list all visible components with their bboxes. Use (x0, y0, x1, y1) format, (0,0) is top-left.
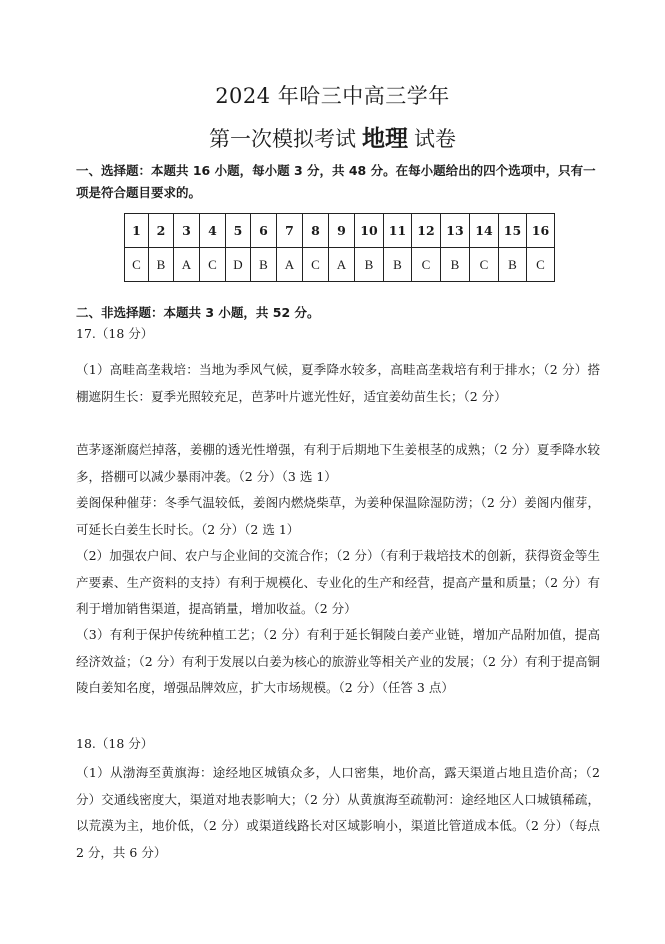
question-number-cell: 16 (527, 214, 555, 248)
question-number-cell: 8 (303, 214, 329, 248)
answer-letter-cell: A (329, 248, 355, 282)
answer-letter-cell: A (277, 248, 303, 282)
answer-letter-row (125, 248, 555, 282)
question18-title: 18.（18 分） (76, 736, 154, 751)
exam-title: 2024 年哈三中高三学年 (215, 84, 450, 108)
subtitle-suffix: 试卷 (414, 127, 456, 151)
question-number-row (125, 214, 555, 248)
answer-letter-cell: C (200, 248, 226, 282)
question-number-cell: 3 (174, 214, 200, 248)
answer-table (124, 213, 555, 282)
question-number-cell: 6 (251, 214, 277, 248)
answer-letter-cell: C (412, 248, 441, 282)
question-number-cell: 10 (355, 214, 384, 248)
question17-title: 17.（18 分） (76, 326, 154, 341)
question-number-cell: 5 (226, 214, 251, 248)
q18-part1-text: （1）从渤海至黄旗海：途经地区城镇众多，人口密集，地价高，露天渠道占地且造价高；（2 分）交通线密度大，渠道对地表影响大；（2 分）从黄旗海至疏勒河：途经地区人口城镇稀疏，以荒漠为主，地价低，（2 分）或渠道线路长对区域影响小，渠道比管道成本低。（2 分）（每点 2 分，共 6 分） (76, 765, 600, 860)
answer-letter-cell: C (125, 248, 149, 282)
question-number-cell: 11 (384, 214, 412, 248)
answer-letter-cell: B (149, 248, 174, 282)
question-number-cell: 12 (412, 214, 441, 248)
answer-letter-cell: B (384, 248, 412, 282)
question-number-cell: 14 (470, 214, 499, 248)
answer-letter-cell: C (527, 248, 555, 282)
section1-heading: 一、选择题：本题共 16 小题，每小题 3 分，共 48 分。在每小题给出的四个选项中，只有一项是符合题目要求的。 (76, 163, 596, 200)
question-number-cell: 1 (125, 214, 149, 248)
q17-part3-text: （3）有利于保护传统种植工艺；（2 分）有利于延长铜陵白姜产业链，增加产品附加值，提高经济效益；（2 分）有利于发展以白姜为核心的旅游业等相关产业的发展；（2 分）有利于提高铜陵白姜知名度，增强品牌效应，扩大市场规模。（2 分）（任答 3 点） (76, 627, 600, 695)
question-number-cell: 7 (277, 214, 303, 248)
question-number-cell: 9 (329, 214, 355, 248)
q17-part2-text: （2）加强农户间、农户与企业间的交流合作；（2 分）（有利于栽培技术的创新，获得资金等生产要素、生产资料的支持）有利于规模化、专业化的生产和经营，提高产量和质量；（2 分）有利于增加销售渠道，提高销量，增加收益。（2 分） (76, 548, 600, 616)
answer-letter-cell: A (174, 248, 200, 282)
answer-letter-cell: D (226, 248, 251, 282)
question-number-cell: 13 (441, 214, 470, 248)
answer-letter-cell: B (355, 248, 384, 282)
question-number-cell: 4 (200, 214, 226, 248)
q17-part1-text: （1）高畦高垄栽培：当地为季风气候，夏季降水较多，高畦高垄栽培有利于排水；（2 分）搭棚遮阴生长：夏季光照较充足，芭茅叶片遮光性好，适宜姜幼苗生长；（2 分） (76, 362, 600, 404)
q17-part1-continued-text: 芭茅逐渐腐烂掉落，姜棚的透光性增强，有利于后期地下生姜根茎的成熟；（2 分）夏季降水较多，搭棚可以减少暴雨冲袭。（2 分）（3 选 1） (76, 442, 600, 484)
answer-letter-cell: B (441, 248, 470, 282)
subject-name: 地理 (362, 126, 408, 152)
answer-letter-cell: B (251, 248, 277, 282)
answer-letter-cell: C (303, 248, 329, 282)
subtitle-prefix: 第一次模拟考试 (209, 127, 356, 151)
section2-heading: 二、非选择题：本题共 3 小题，共 52 分。 (76, 305, 320, 320)
exam-subtitle (0, 120, 665, 153)
answer-letter-cell: C (470, 248, 499, 282)
q17-part1-ginger-loft-text: 姜阁保种催芽：冬季气温较低，姜阁内燃烧柴草，为姜种保温除湿防涝；（2 分）姜阁内催芽，可延长白姜生长时长。（2 分）（2 选 1） (76, 495, 600, 537)
question-number-cell: 15 (499, 214, 527, 248)
question-number-cell: 2 (149, 214, 174, 248)
answer-letter-cell: B (499, 248, 527, 282)
